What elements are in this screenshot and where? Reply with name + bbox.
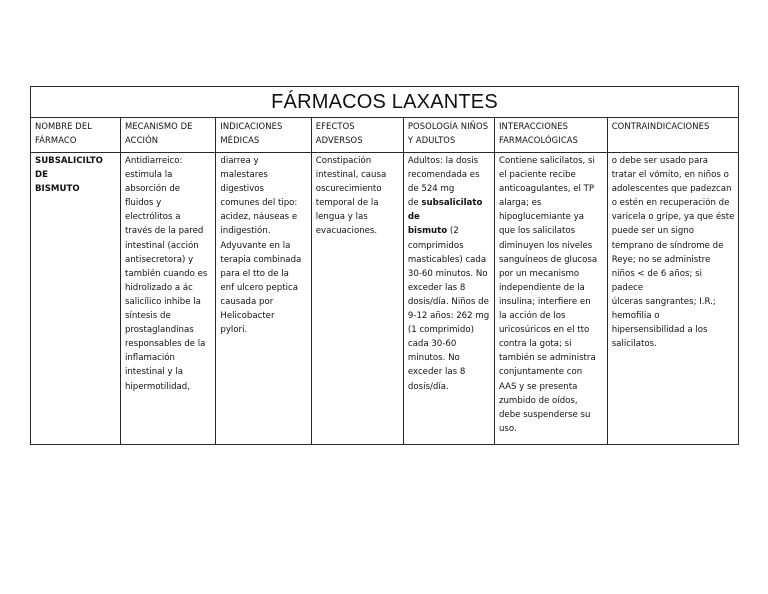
cell-text-line: hipersensibilidad a los [611, 325, 708, 336]
cell-text-line: diminuyen los niveles [498, 240, 593, 251]
cell-text-line: responsables de la [124, 339, 206, 350]
cell-efectos [311, 153, 403, 445]
cell-text-line: Reye; no se administre [611, 254, 711, 265]
cell-text-line: anticoagulantes, el TP [498, 184, 595, 195]
header-posologia: POSOLOGÍA NIÑOS Y ADULTOS [403, 118, 494, 153]
cell-text-line: también cuando es [124, 268, 208, 279]
header-indicaciones: INDICACIONES MÉDICAS [216, 118, 311, 153]
cell-interacciones [494, 153, 607, 445]
cell-text-line: inflamación [124, 353, 175, 364]
cell-text-line: absorción de [124, 184, 181, 195]
cell-text-line: intestinal (acción [124, 240, 199, 251]
cell-posologia: Adultos: la dosis recomendada es de 524 mg de subsalicilato de bismuto (2 comprimidos masticables) cada 30-60 minutos. No exceder las 8 dosis/día. Niños de 9-12 años: 262 mg (1 comprimido) cada 30-60 minutos. No exceder las 8 dosis/día. [403, 153, 494, 445]
cell-text-line: que los salicilatos [498, 226, 576, 237]
cell-text-line: prostaglandinas [124, 325, 194, 336]
cell-text-line: por un mecanismo [498, 268, 580, 279]
cell-text-line: Antidiarreico: [124, 156, 183, 166]
document-page [30, 86, 739, 445]
cell-text-line: antisecretora) y [124, 254, 194, 265]
cell-text-line: para el tto de la [220, 268, 289, 279]
cell-text-line: Adyuvante en la [220, 240, 291, 251]
cell-text-line: intestinal y la [124, 367, 183, 378]
cell-text-line: pylori. [220, 325, 248, 336]
cell-indicaciones [216, 153, 311, 445]
cell-text-line: hipoglucemiante ya [498, 212, 585, 223]
cell-text-line: oscurecimiento [315, 184, 382, 195]
cell-text-line: hemofilia o [611, 311, 660, 322]
title-row [31, 87, 739, 118]
cell-text-line: causada por [220, 296, 274, 307]
cell-text-line: úlceras sangrantes; I.R.; [611, 296, 716, 307]
cell-text-line: fluidos y [124, 198, 162, 209]
cell-text-line: temporal de la [315, 198, 379, 209]
table-title: FÁRMACOS LAXANTES [31, 87, 739, 118]
cell-contraindicaciones [607, 153, 738, 445]
cell-text-line: enf ulcero peptica [220, 282, 298, 293]
cell-text-line: o debe ser usado para [611, 156, 709, 166]
cell-text-line: digestivos [220, 184, 264, 195]
bold-drug-term: subsalicilato de [407, 198, 483, 223]
cell-text-line: independiente de la [498, 282, 585, 293]
bold-drug-term: bismuto [407, 226, 448, 237]
cell-text-line: la acción de los [498, 311, 566, 322]
cell-text-line: uricosúricos en el tto [498, 325, 590, 336]
cell-text-line: o estén en recuperación de [611, 198, 730, 209]
cell-text-line: el paciente recibe [498, 170, 576, 181]
cell-text-line: hidrolizado a ác [124, 282, 193, 293]
cell-text-line: lengua y las [315, 212, 368, 223]
cell-text-line: alarga; es [498, 198, 542, 209]
cell-text-line: puede ser un signo [611, 226, 695, 237]
cell-text-line: varicela o gripe, ya que éste [611, 212, 735, 223]
cell-text-line: AAS y se presenta [498, 381, 578, 392]
cell-text-line: tratar el vómito, en niños o [611, 170, 729, 181]
cell-text-line: insulina; interfiere en [498, 296, 591, 307]
header-nombre: NOMBRE DEL FÁRMACO [31, 118, 121, 153]
laxatives-table [30, 86, 739, 445]
cell-text-line: uso. [498, 423, 517, 434]
cell-text-line: Contiene salicilatos, si [498, 156, 595, 166]
cell-text-line: comunes del tipo: [220, 198, 298, 209]
cell-text-line: debe suspenderse su [498, 409, 591, 420]
cell-text-line: contra la gota; si [498, 339, 572, 350]
header-contraindicaciones: CONTRAINDICACIONES [607, 118, 738, 153]
cell-text-line: conjuntamente con [498, 367, 583, 378]
cell-text-line: Helicobacter [220, 311, 275, 322]
cell-text-line: sanguíneos de glucosa [498, 254, 598, 265]
cell-text-line: electrólitos a [124, 212, 181, 223]
cell-text-line: temprano de síndrome de [611, 240, 724, 251]
cell-text-line: salicilatos. [611, 339, 657, 350]
cell-text-line: través de la pared [124, 226, 204, 237]
cell-text-line: síntesis de [124, 311, 171, 322]
header-efectos: EFECTOS ADVERSOS [311, 118, 403, 153]
cell-text-line: evacuaciones. [315, 226, 378, 237]
cell-text-line: estimula la [124, 170, 173, 181]
cell-text-line: diarrea y [220, 156, 259, 166]
cell-drug-name: SUBSALICILTO DE BISMUTO [31, 153, 121, 445]
cell-text-line: hipermotilidad, [124, 381, 190, 392]
cell-text-line: niños < de 6 años; si padece [611, 268, 702, 293]
table-row [31, 153, 739, 445]
cell-text-line: malestares [220, 170, 268, 181]
header-mecanismo: MECANISMO DE ACCIÓN [120, 118, 215, 153]
cell-text-line: acidez, náuseas e [220, 212, 298, 223]
cell-text-line: Constipación [315, 156, 372, 166]
cell-text-line: intestinal, causa [315, 170, 387, 181]
cell-text-line: también se administra [498, 353, 596, 364]
cell-text-line: adolescentes que padezcan [611, 184, 732, 195]
header-interacciones: INTERACCIONES FARMACOLÓGICAS [494, 118, 607, 153]
header-row [31, 118, 739, 153]
cell-text-line: indigestión. [220, 226, 271, 237]
cell-text-line: salicílico inhibe la [124, 296, 201, 307]
cell-text-line: terapia combinada [220, 254, 302, 265]
cell-text-line: zumbido de oídos, [498, 395, 578, 406]
cell-mecanismo [120, 153, 215, 445]
